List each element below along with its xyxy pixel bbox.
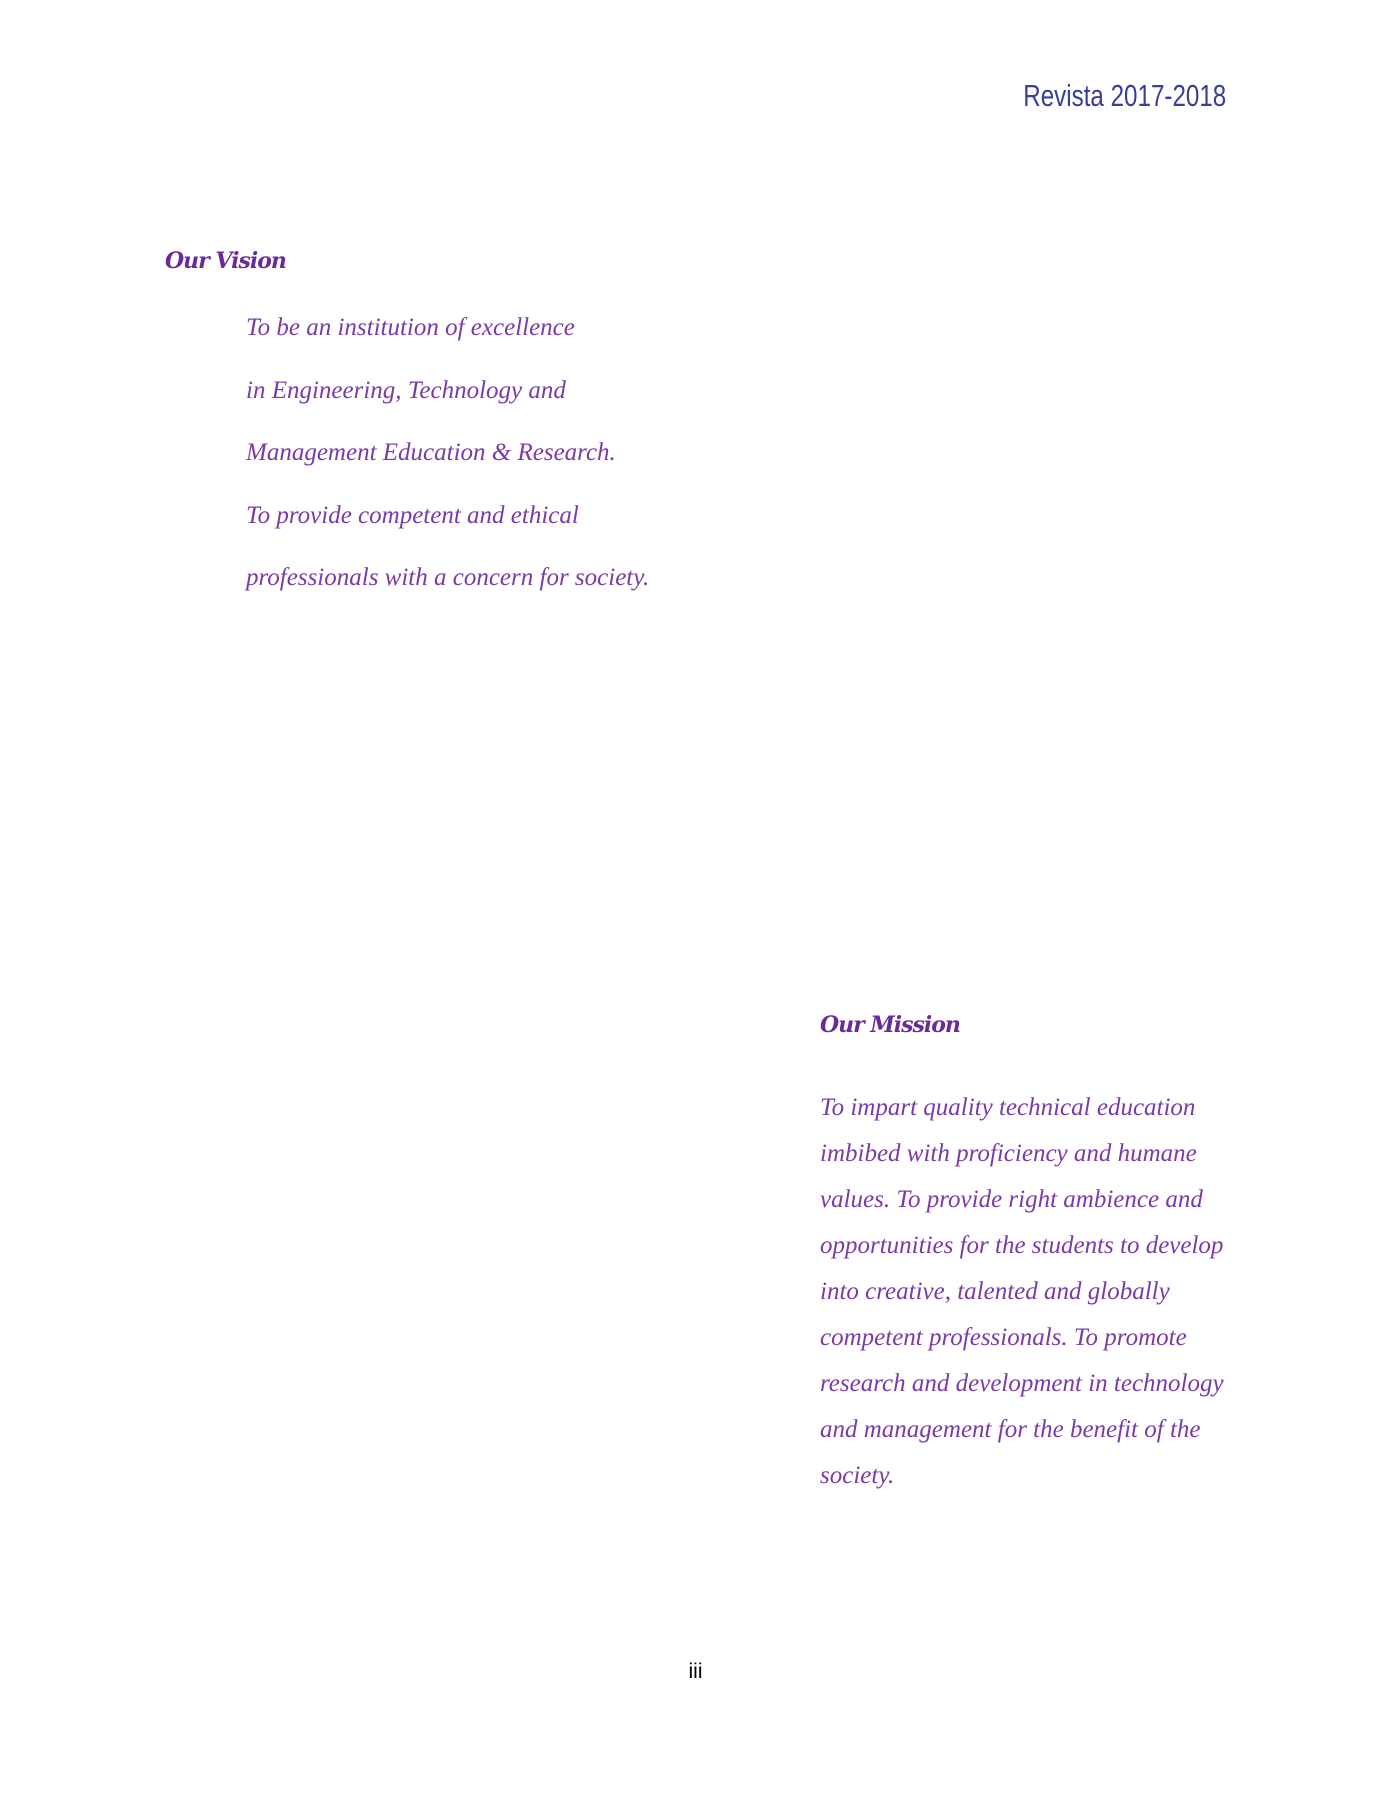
- vision-text: [246, 308, 649, 621]
- vision-line: To be an institution of excellence: [246, 314, 575, 341]
- mission-line: To impart quality technical education: [820, 1094, 1196, 1121]
- vision-line: Management Education & Research.: [246, 439, 616, 466]
- mission-line: values. To provide right ambience and: [820, 1186, 1203, 1213]
- publication-header: Revista 2017-2018: [1023, 78, 1226, 113]
- vision-line: in Engineering, Technology and: [246, 376, 566, 404]
- mission-line: society.: [820, 1462, 895, 1489]
- mission-line: imbibed with proficiency and humane: [820, 1140, 1197, 1167]
- mission-line: and management for the benefit of the: [820, 1416, 1201, 1443]
- vision-heading: Our Vision: [165, 248, 286, 274]
- mission-text: [820, 1088, 1224, 1502]
- mission-line: into creative, talented and globally: [820, 1278, 1170, 1305]
- vision-line: To provide competent and ethical: [246, 501, 579, 529]
- mission-line: research and development in technology: [820, 1370, 1224, 1397]
- mission-heading: Our Mission: [820, 1012, 960, 1038]
- vision-line: professionals with a concern for society.: [246, 564, 650, 591]
- mission-line: competent professionals. To promote: [820, 1324, 1187, 1351]
- page-number: iii: [688, 1660, 703, 1683]
- mission-line: opportunities for the students to develop: [820, 1232, 1224, 1259]
